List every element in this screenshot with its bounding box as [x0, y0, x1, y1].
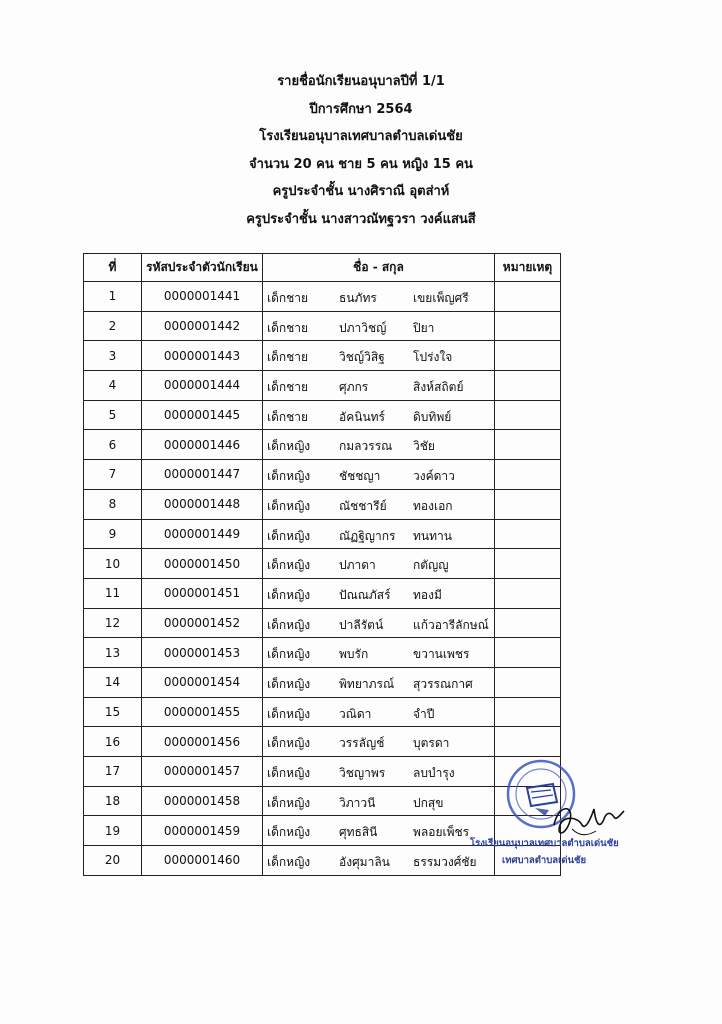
student-name — [263, 757, 495, 787]
name-prefix: เด็กชาย — [267, 409, 309, 424]
remark-cell — [495, 727, 561, 757]
student-name — [263, 816, 495, 846]
remark-cell — [495, 638, 561, 668]
last-name: สุวรรณกาศ — [413, 676, 473, 691]
first-name: ชัชชญา — [339, 469, 381, 484]
row-number: 11 — [84, 578, 142, 608]
remark-cell — [495, 400, 561, 430]
table-row — [84, 311, 561, 341]
student-name — [263, 697, 495, 727]
name-prefix: เด็กชาย — [267, 320, 309, 335]
row-number: 4 — [84, 371, 142, 401]
remark-cell — [495, 311, 561, 341]
last-name: ปกสุข — [413, 795, 444, 810]
last-name: กตัญญู — [413, 558, 449, 573]
student-id: 0000001444 — [142, 371, 263, 401]
table-row — [84, 460, 561, 490]
name-prefix: เด็กชาย — [267, 380, 309, 395]
student-name — [263, 846, 495, 876]
row-number: 14 — [84, 667, 142, 697]
last-name: ทองเอก — [413, 498, 453, 513]
student-id: 0000001441 — [142, 282, 263, 312]
last-name: ทองมี — [413, 587, 442, 602]
header-no: ที่ — [84, 254, 142, 282]
student-name — [263, 311, 495, 341]
last-name: ธรรมวงศ์ชัย — [413, 855, 477, 870]
row-number: 3 — [84, 341, 142, 371]
name-prefix: เด็กหญิง — [267, 825, 311, 840]
student-name — [263, 786, 495, 816]
name-prefix: เด็กหญิง — [267, 795, 311, 810]
table-row — [84, 697, 561, 727]
name-prefix: เด็กชาย — [267, 350, 309, 365]
student-id: 0000001449 — [142, 519, 263, 549]
row-number: 16 — [84, 727, 142, 757]
student-roster-table — [83, 253, 561, 876]
table-row — [84, 519, 561, 549]
table-row — [84, 638, 561, 668]
row-number: 7 — [84, 460, 142, 490]
header-full-name: ชื่อ - สกุล — [263, 254, 495, 282]
student-id: 0000001451 — [142, 578, 263, 608]
first-name: ปาลีรัตน์ — [339, 617, 384, 632]
name-prefix: เด็กหญิง — [267, 855, 311, 870]
table-row — [84, 400, 561, 430]
name-prefix: เด็กหญิง — [267, 617, 311, 632]
student-id: 0000001442 — [142, 311, 263, 341]
name-prefix: เด็กหญิง — [267, 587, 311, 602]
student-id: 0000001455 — [142, 697, 263, 727]
header-remark: หมายเหตุ — [495, 254, 561, 282]
table-row — [84, 341, 561, 371]
student-id: 0000001460 — [142, 846, 263, 876]
first-name: ธนภัทร — [339, 291, 377, 305]
remark-cell — [495, 371, 561, 401]
row-number: 13 — [84, 638, 142, 668]
student-id: 0000001454 — [142, 667, 263, 697]
student-name — [263, 578, 495, 608]
row-number: 1 — [84, 282, 142, 312]
row-number: 18 — [84, 786, 142, 816]
table-row — [84, 727, 561, 757]
header-student-id: รหัสประจำตัวนักเรียน — [142, 254, 263, 282]
student-name — [263, 400, 495, 430]
student-name — [263, 489, 495, 519]
name-prefix: เด็กหญิง — [267, 766, 311, 780]
student-id: 0000001446 — [142, 430, 263, 460]
first-name: วิชญ์วิสิฐ — [339, 350, 385, 365]
roster-body — [84, 282, 561, 876]
student-id: 0000001456 — [142, 727, 263, 757]
remark-cell — [495, 578, 561, 608]
first-name: วรรลัญช์ — [339, 736, 385, 751]
student-name — [263, 430, 495, 460]
student-id: 0000001453 — [142, 638, 263, 668]
first-name: พิทยาภรณ์ — [339, 676, 395, 691]
remark-cell — [495, 430, 561, 460]
name-prefix: เด็กหญิง — [267, 676, 311, 691]
remark-cell — [495, 667, 561, 697]
last-name: วิชัย — [413, 439, 435, 454]
name-prefix: เด็กหญิง — [267, 736, 311, 751]
row-number: 8 — [84, 489, 142, 519]
student-name — [263, 371, 495, 401]
name-prefix: เด็กชาย — [267, 291, 309, 305]
last-name: สิงห์สถิตย์ — [413, 380, 464, 395]
first-name: ณัชชารีย์ — [339, 498, 387, 513]
student-name — [263, 549, 495, 579]
row-number: 12 — [84, 608, 142, 638]
last-name: วงค์ดาว — [413, 469, 455, 484]
table-row — [84, 489, 561, 519]
student-id: 0000001452 — [142, 608, 263, 638]
first-name: วิชญาพร — [339, 766, 386, 780]
student-id: 0000001457 — [142, 757, 263, 787]
first-name: อังศุมาลิน — [339, 855, 390, 870]
table-row — [84, 786, 561, 816]
student-name — [263, 460, 495, 490]
stamp-caption — [470, 835, 619, 869]
remark-cell — [495, 489, 561, 519]
first-name: อัคนินทร์ — [339, 409, 385, 424]
remark-cell — [495, 608, 561, 638]
stamp-school-line: โรงเรียนอนุบาลเทศบาลตำบลเด่นชัย — [470, 838, 619, 849]
name-prefix: เด็กหญิง — [267, 647, 311, 662]
homeroom-teacher-1: ครูประจำชั้น นางศิราณี อุตส่าห์ — [272, 184, 450, 199]
name-prefix: เด็กหญิง — [267, 439, 311, 454]
last-name: ทนทาน — [413, 528, 452, 543]
row-number: 19 — [84, 816, 142, 846]
name-prefix: เด็กหญิง — [267, 706, 311, 721]
remark-cell — [495, 697, 561, 727]
last-name: แก้วอารีลักษณ์ — [413, 617, 489, 632]
row-number: 10 — [84, 549, 142, 579]
remark-cell — [495, 549, 561, 579]
student-name — [263, 638, 495, 668]
remark-cell — [495, 519, 561, 549]
school-name: โรงเรียนอนุบาลเทศบาลตำบลเด่นชัย — [259, 129, 463, 144]
student-name — [263, 727, 495, 757]
table-row — [84, 608, 561, 638]
table-row — [84, 757, 561, 787]
table-row — [84, 430, 561, 460]
last-name: เขยเพ็ญศรี — [413, 291, 469, 305]
last-name: ขวานเพชร — [413, 647, 470, 662]
academic-year: ปีการศึกษา 2564 — [309, 101, 413, 117]
student-id: 0000001445 — [142, 400, 263, 430]
table-row — [84, 667, 561, 697]
student-name — [263, 667, 495, 697]
first-name: กมลวรรณ — [339, 439, 393, 454]
student-id: 0000001448 — [142, 489, 263, 519]
last-name: บุตรดา — [413, 736, 450, 751]
first-name: วณิดา — [339, 706, 372, 721]
stamp-municipality-line: เทศบาลตำบลเด่นชัย — [502, 855, 587, 866]
student-id: 0000001447 — [142, 460, 263, 490]
remark-cell — [495, 282, 561, 312]
row-number: 5 — [84, 400, 142, 430]
table-header-row — [84, 254, 561, 282]
name-prefix: เด็กหญิง — [267, 558, 311, 573]
first-name: ศุภกร — [339, 380, 369, 395]
document-header — [0, 68, 722, 233]
student-id: 0000001458 — [142, 786, 263, 816]
row-number: 17 — [84, 757, 142, 787]
first-name: ปภาวิชญ์ — [339, 320, 387, 335]
first-name: ปภาดา — [339, 558, 376, 573]
name-prefix: เด็กหญิง — [267, 498, 311, 513]
first-name: พบรัก — [339, 647, 369, 662]
row-number: 15 — [84, 697, 142, 727]
student-name — [263, 519, 495, 549]
first-name: ศุทธสินี — [339, 825, 378, 840]
table-row — [84, 578, 561, 608]
remark-cell — [495, 460, 561, 490]
student-counts: จำนวน 20 คน ชาย 5 คน หญิง 15 คน — [249, 156, 473, 172]
table-row — [84, 549, 561, 579]
student-id: 0000001443 — [142, 341, 263, 371]
remark-cell — [495, 341, 561, 371]
homeroom-teacher-2: ครูประจำชั้น นางสาวณัทฐวรา วงค์แสนสี — [246, 211, 476, 227]
table-row — [84, 282, 561, 312]
last-name: จำปี — [413, 706, 435, 721]
student-name — [263, 608, 495, 638]
last-name: โปร่งใจ — [413, 350, 453, 365]
student-name — [263, 341, 495, 371]
row-number: 6 — [84, 430, 142, 460]
student-name — [263, 282, 495, 312]
name-prefix: เด็กหญิง — [267, 469, 311, 484]
first-name: ณัฏฐิญากร — [339, 528, 396, 543]
row-number: 20 — [84, 846, 142, 876]
first-name: วิภาวนี — [339, 795, 376, 810]
last-name: ดิบทิพย์ — [413, 409, 452, 424]
table-row — [84, 371, 561, 401]
first-name: ปัณณภัสร์ — [339, 587, 391, 602]
student-id: 0000001459 — [142, 816, 263, 846]
document-title: รายชื่อนักเรียนอนุบาลปีที่ 1/1 — [277, 74, 445, 89]
student-id: 0000001450 — [142, 549, 263, 579]
last-name: ปิยา — [413, 320, 435, 335]
last-name: ลบบำรุง — [413, 766, 455, 780]
row-number: 2 — [84, 311, 142, 341]
row-number: 9 — [84, 519, 142, 549]
name-prefix: เด็กหญิง — [267, 528, 311, 543]
last-name: พลอยเพ็ชร — [413, 825, 470, 840]
